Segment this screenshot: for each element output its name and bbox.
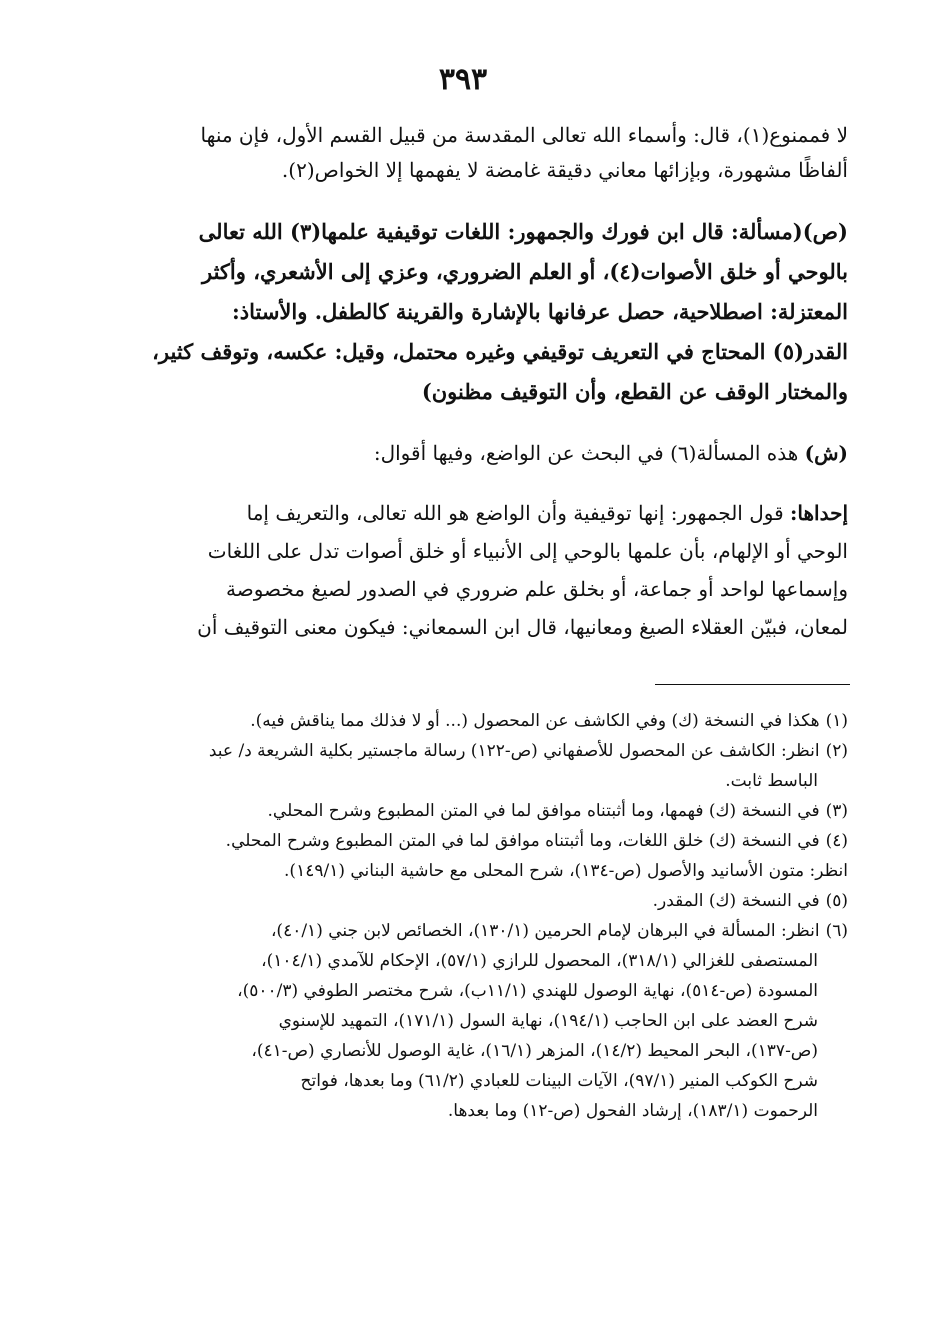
text-line: لا فممنوع(١)، قال: وأسماء الله تعالى المقدسة من قبيل القسم الأول، فإن منها [200,123,848,147]
ihdaha-lead: إحداها: [790,501,848,525]
footnote-6-continued: (ص-١٣٧)، البحر المحيط (١٤/٢)، المزهر (١٦/١)، غاية الوصول للأنصاري (ص-٤١)، [251,1041,818,1061]
footnote-text: انظر: المسألة في البرهان لإمام الحرمين (١٣٠/١)، الخصائص لابن جني (٤٠/١)، [270,921,820,941]
footnote-6-continued: المسودة (ص-٥١٤)، نهاية الوصول للهندي (١١/١ب)، شرح مختصر الطوفي (٥٠٠/٣)، [237,981,818,1001]
sharh-marker: (ش) [804,441,848,465]
text-line: بالوحي أو خلق الأصوات(٤)، أو العلم الضروري، وعزي إلى الأشعري، وأكثر [201,259,848,284]
footnote-number: (٣) [825,801,848,821]
text-line: وإسماعها لواحد أو جماعة، أو بخلق علم ضروري في الصدور لصيغ مخصوصة [225,577,848,601]
footnote-number: (٥) [825,891,848,911]
text-line [85,436,848,471]
footnote-4 [85,826,848,856]
footnote-6-continued: شرح العضد على ابن الحاجب (١٩٤/١)، نهاية السول (١٧١/١)، التمهيد للإسنوي [278,1011,818,1031]
footnote-separator [655,684,850,685]
footnote-text: في النسخة (ك) فهمها، وما أثبتناه موافق لما في المتن المطبوع وشرح المحلي. [267,801,820,821]
footnote-6-continued: الرحموت (١٨٣/١)، إرشاد الفحول (ص-١٢) وما بعدها. [447,1101,818,1121]
footnote-text: في النسخة (ك) المقدر. [652,891,820,911]
footnote-text: انظر: الكاشف عن المحصول للأصفهاني (ص-١٢٢) رسالة ماجستير بكلية الشريعة د/ عبد [208,741,820,761]
footnotes [85,706,848,1126]
ihdaha-first-line: قول الجمهور: إنها توقيفية وأن الواضع هو الله تعالى، والتعريف إما [246,501,784,525]
text-line: لمعان، فبيّن العقلاء الصيغ ومعانيها، قال ابن السمعاني: فيكون معنى التوقيف أن [197,615,848,639]
footnote-text: هكذا في النسخة (ك) وفي الكاشف عن المحصول (... أو لا فذلك مما يناقش فيه). [250,711,820,731]
footnote-6 [85,916,848,946]
footnote-2 [85,736,848,766]
text-line: المعتزلة: اصطلاحية، حصل عرفانها بالإشارة والقرينة كالطفل. والأستاذ: [232,299,848,324]
sharh-paragraph [85,436,848,471]
masala-paragraph [85,212,848,412]
text-line: الوحي أو الإلهام، بأن علمها بالوحي إلى الأنبياء أو خلق أصوات تدل على اللغات [207,539,848,563]
footnote-2-continued: الباسط ثابت. [725,771,818,791]
footnote-1 [85,706,848,736]
page-number: ٣٩٣ [438,62,488,97]
footnote-6-continued: شرح الكوكب المنير (٩٧/١)، الآيات البينات للعبادي (٦١/٢) وما بعدها، فواتح [300,1071,818,1091]
footnote-number: (١) [825,711,848,731]
intro-paragraph [85,118,848,188]
ihdaha-paragraph [85,494,848,646]
text-line: ألفاظًا مشهورة، وبإزائها معاني دقيقة غامضة لا يفهمها إلا الخواص(٢). [281,158,848,182]
footnote-number: (٢) [825,741,848,761]
footnote-5 [85,886,848,916]
text-line: القدر(٥) المحتاج في التعريف توقيفي وغيره محتمل، وقيل: عكسه، وتوقف كثير، [152,339,848,364]
footnote-number: (٤) [825,831,848,851]
footnote-number: (٦) [825,921,848,941]
footnote-3 [85,796,848,826]
footnote-4-continued: انظر: متون الأسانيد والأصول (ص-١٣٤)، شرح المحلى مع حاشية البناني (١٤٩/١). [284,861,848,881]
text-line [85,494,848,532]
footnote-text: في النسخة (ك) خلق اللغات، وما أثبتناه موافق لما في المتن المطبوع وشرح المحلي. [225,831,820,851]
sharh-text: هذه المسألة(٦) في البحث عن الواضع، وفيها أقوال: [373,441,799,465]
footnote-6-continued: المستصفى للغزالي (٣١٨/١)، المحصول للرازي (٥٧/١)، الإحكام للآمدي (١٠٤/١)، [261,951,818,971]
text-line: والمختار الوقف عن القطع، وأن التوقيف مظنون) [421,379,848,404]
text-line: (ص)(مسألة: قال ابن فورك والجمهور: اللغات توقيفية علمها(٣) الله تعالى [198,219,848,244]
